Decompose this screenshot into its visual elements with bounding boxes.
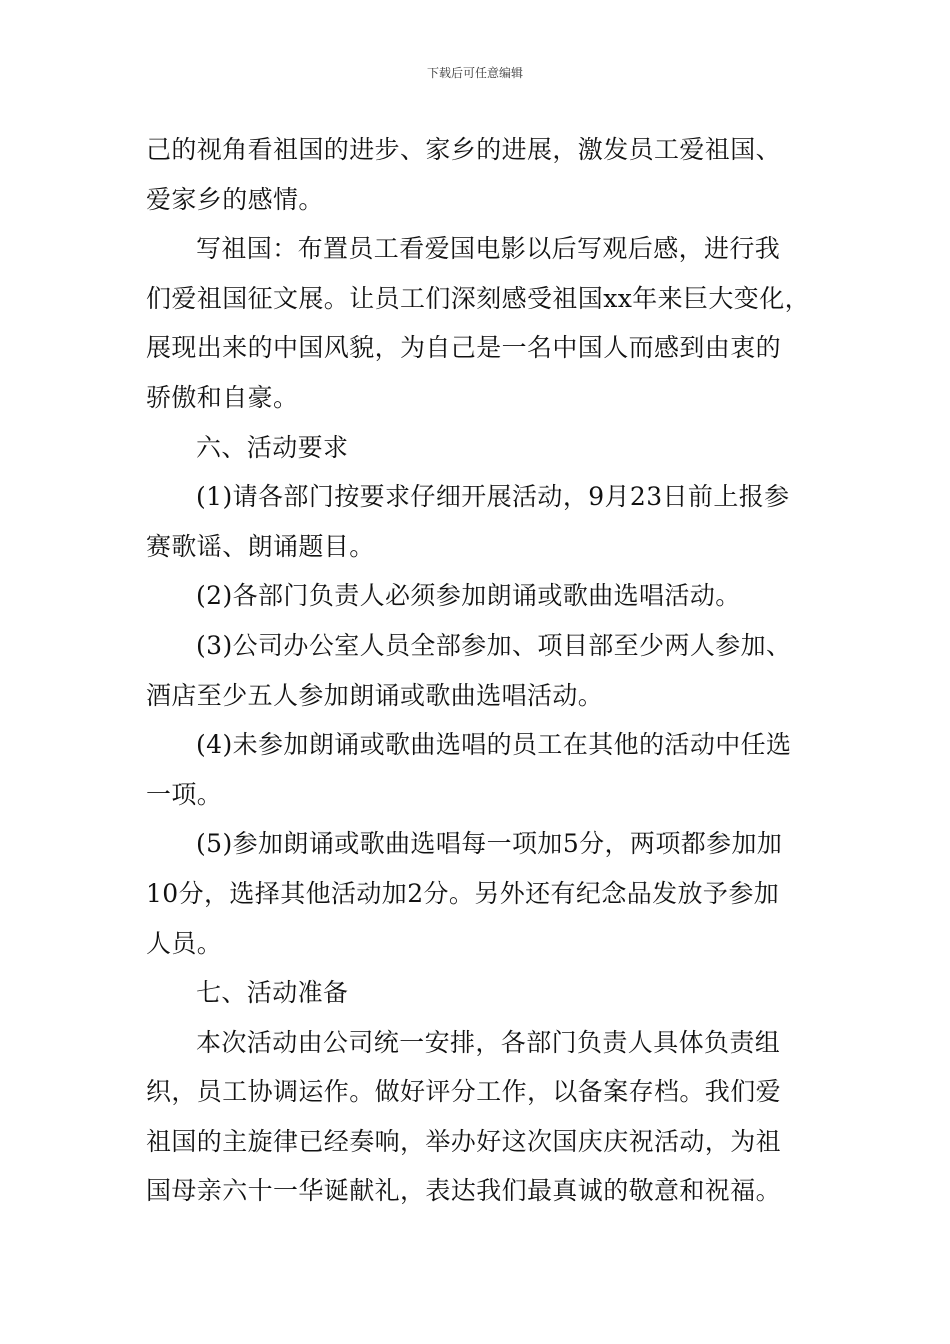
text-line: 织，员工协调运作。做好评分工作，以备案存档。我们爱 — [146, 1077, 782, 1107]
section-heading — [146, 423, 814, 473]
text-line: 一项。 — [146, 779, 223, 809]
text-line: 们爱祖国征文展。让员工们深刻感受祖国xx年来巨大变化， — [146, 283, 811, 313]
requirement-item — [146, 720, 814, 819]
text-line: 祖国的主旋律已经奏响，举办好这次国庆庆祝活动，为祖 — [146, 1126, 782, 1156]
text-line: 赛歌谣、朗诵题目。 — [146, 531, 375, 561]
text-line: (1)请各部门按要求仔细开展活动，9月23日前上报参 — [196, 482, 790, 512]
requirement-item — [146, 621, 814, 720]
section-heading — [146, 968, 814, 1018]
text-line: (3)公司办公室人员全部参加、项目部至少两人参加、 — [196, 630, 792, 660]
requirement-item — [146, 472, 814, 571]
paragraph — [146, 125, 814, 224]
text-line: 人员。 — [146, 928, 223, 958]
requirement-item — [146, 819, 814, 968]
text-line: 己的视角看祖国的进步、家乡的进展，激发员工爱祖国、 — [146, 135, 782, 164]
text-line: 本次活动由公司统一安排，各部门负责人具体负责组 — [196, 1027, 781, 1057]
text-line: (4)未参加朗诵或歌曲选唱的员工在其他的活动中任选 — [196, 730, 792, 760]
paragraph — [146, 224, 814, 422]
paragraph — [146, 1018, 814, 1216]
page-header: 下载后可任意编辑 — [426, 66, 523, 80]
text-line: 展现出来的中国风貌，为自己是一名中国人而感到由衷的 — [146, 333, 782, 363]
text-line: 爱家乡的感情。 — [146, 184, 324, 214]
text-line: 酒店至少五人参加朗诵或歌曲选唱活动。 — [146, 680, 604, 710]
text-line: 写祖国：布置员工看爱国电影以后写观后感，进行我 — [196, 234, 781, 264]
text-line: 七、活动准备 — [196, 978, 349, 1008]
document-body — [146, 125, 814, 1216]
text-line: 骄傲和自豪。 — [146, 382, 299, 412]
text-line: 六、活动要求 — [196, 432, 349, 462]
text-line: 10分，选择其他活动加2分。另外还有纪念品发放予参加 — [146, 878, 780, 908]
text-line: (2)各部门负责人必须参加朗诵或歌曲选唱活动。 — [196, 581, 741, 611]
text-line: 国母亲六十一华诞献礼，表达我们最真诚的敬意和祝福。 — [146, 1176, 782, 1206]
requirement-item — [146, 571, 814, 621]
text-line: (5)参加朗诵或歌曲选唱每一项加5分，两项都参加加 — [196, 829, 783, 859]
